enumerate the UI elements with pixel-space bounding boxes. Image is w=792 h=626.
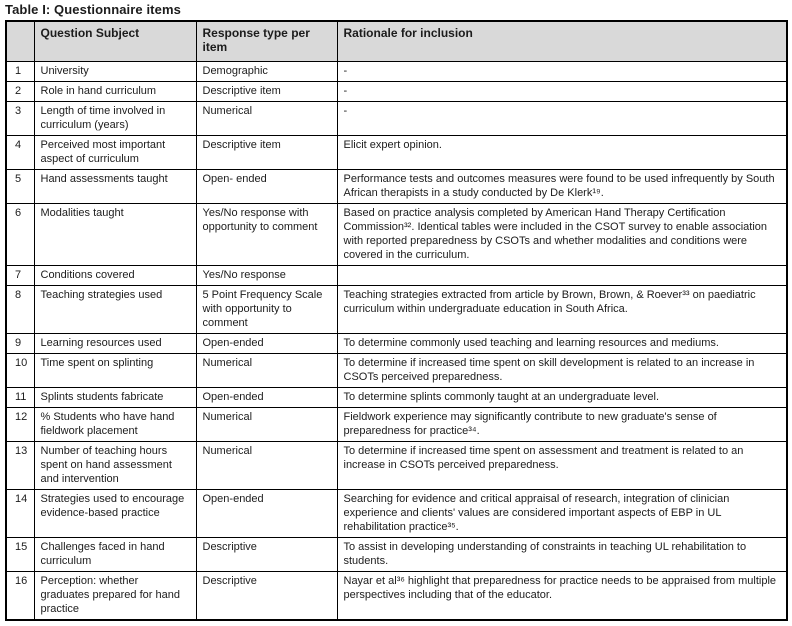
table-row — [6, 388, 787, 408]
table-row — [6, 490, 787, 538]
question-subject-cell: Strategies used to encourage evidence-based practice — [34, 490, 196, 538]
table-row — [6, 62, 787, 82]
header-response-type: Response type per item — [196, 21, 337, 62]
header-rationale: Rationale for inclusion — [337, 21, 787, 62]
response-type-cell: Numerical — [196, 408, 337, 442]
row-number-cell: 9 — [6, 334, 34, 354]
rationale-cell: To determine if increased time spent on assessment and treatment is related to an increase in CSOTs perceived preparedness. — [337, 442, 787, 490]
response-type-cell: Numerical — [196, 354, 337, 388]
row-number-cell: 5 — [6, 170, 34, 204]
row-number-cell: 2 — [6, 82, 34, 102]
table-row — [6, 442, 787, 490]
response-type-cell: Yes/No response with opportunity to comment — [196, 204, 337, 266]
question-subject-cell: Learning resources used — [34, 334, 196, 354]
row-number-cell: 14 — [6, 490, 34, 538]
question-subject-cell: % Students who have hand fieldwork placement — [34, 408, 196, 442]
response-type-cell: Descriptive item — [196, 136, 337, 170]
rationale-cell: - — [337, 62, 787, 82]
row-number-cell: 7 — [6, 266, 34, 286]
rationale-cell: Based on practice analysis completed by American Hand Therapy Certification Commission³². Identical tables were included in the CSOT survey to enable association with reported preparedness by CSOTs and whether modalities and conditions were covered in the curriculum. — [337, 204, 787, 266]
row-number-cell: 3 — [6, 102, 34, 136]
question-subject-cell: Challenges faced in hand curriculum — [34, 538, 196, 572]
table-row — [6, 170, 787, 204]
rationale-cell: Fieldwork experience may significantly contribute to new graduate's sense of preparedness for practice³⁴. — [337, 408, 787, 442]
row-number-cell: 4 — [6, 136, 34, 170]
rationale-cell: Teaching strategies extracted from article by Brown, Brown, & Roever³³ on paediatric curriculum within undergraduate education in South Africa. — [337, 286, 787, 334]
row-number-cell: 8 — [6, 286, 34, 334]
rationale-cell: To determine if increased time spent on skill development is related to an increase in CSOTs perceived preparedness. — [337, 354, 787, 388]
question-subject-cell: Modalities taught — [34, 204, 196, 266]
question-subject-cell: Time spent on splinting — [34, 354, 196, 388]
row-number-cell: 13 — [6, 442, 34, 490]
question-subject-cell: Hand assessments taught — [34, 170, 196, 204]
question-subject-cell: Length of time involved in curriculum (years) — [34, 102, 196, 136]
header-number-cell — [6, 21, 34, 62]
table-row — [6, 136, 787, 170]
rationale-cell: Nayar et al³⁶ highlight that preparedness for practice needs to be appraised from multiple perspectives including that of the educator. — [337, 572, 787, 621]
question-subject-cell: Conditions covered — [34, 266, 196, 286]
response-type-cell: Descriptive item — [196, 82, 337, 102]
response-type-cell: Open-ended — [196, 490, 337, 538]
rationale-cell: To determine splints commonly taught at an undergraduate level. — [337, 388, 787, 408]
table-row — [6, 572, 787, 621]
response-type-cell: Numerical — [196, 442, 337, 490]
header-question-subject: Question Subject — [34, 21, 196, 62]
question-subject-cell: Perception: whether graduates prepared for hand practice — [34, 572, 196, 621]
response-type-cell: Numerical — [196, 102, 337, 136]
rationale-cell: Performance tests and outcomes measures were found to be used infrequently by South African therapists in a study conducted by De Klerk¹⁹. — [337, 170, 787, 204]
response-type-cell: Descriptive — [196, 538, 337, 572]
response-type-cell: 5 Point Frequency Scale with opportunity to comment — [196, 286, 337, 334]
row-number-cell: 16 — [6, 572, 34, 621]
response-type-cell: Demographic — [196, 62, 337, 82]
row-number-cell: 10 — [6, 354, 34, 388]
rationale-cell: Elicit expert opinion. — [337, 136, 787, 170]
table-row — [6, 82, 787, 102]
rationale-cell: To determine commonly used teaching and learning resources and mediums. — [337, 334, 787, 354]
rationale-cell: Searching for evidence and critical appraisal of research, integration of clinician experience and clients' values are considered important aspects of EBP in UL rehabilitation practice³⁵. — [337, 490, 787, 538]
question-subject-cell: Number of teaching hours spent on hand assessment and intervention — [34, 442, 196, 490]
row-number-cell: 6 — [6, 204, 34, 266]
table-row — [6, 286, 787, 334]
table-row — [6, 408, 787, 442]
table-row — [6, 538, 787, 572]
rationale-cell — [337, 266, 787, 286]
table-row — [6, 266, 787, 286]
table-title: Table I: Questionnaire items — [5, 2, 181, 17]
row-number-cell: 12 — [6, 408, 34, 442]
response-type-cell: Open-ended — [196, 388, 337, 408]
rationale-cell: To assist in developing understanding of constraints in teaching UL rehabilitation to students. — [337, 538, 787, 572]
response-type-cell: Open-ended — [196, 334, 337, 354]
table-row — [6, 204, 787, 266]
table-row — [6, 334, 787, 354]
table-row — [6, 354, 787, 388]
table-row — [6, 102, 787, 136]
row-number-cell: 1 — [6, 62, 34, 82]
question-subject-cell: University — [34, 62, 196, 82]
response-type-cell: Open- ended — [196, 170, 337, 204]
response-type-cell: Yes/No response — [196, 266, 337, 286]
question-subject-cell: Role in hand curriculum — [34, 82, 196, 102]
row-number-cell: 11 — [6, 388, 34, 408]
rationale-cell: - — [337, 102, 787, 136]
question-subject-cell: Perceived most important aspect of curriculum — [34, 136, 196, 170]
row-number-cell: 15 — [6, 538, 34, 572]
rationale-cell: - — [337, 82, 787, 102]
response-type-cell: Descriptive — [196, 572, 337, 621]
questionnaire-table — [5, 20, 788, 621]
table-body — [6, 62, 787, 621]
header-row — [6, 21, 787, 62]
question-subject-cell: Teaching strategies used — [34, 286, 196, 334]
question-subject-cell: Splints students fabricate — [34, 388, 196, 408]
